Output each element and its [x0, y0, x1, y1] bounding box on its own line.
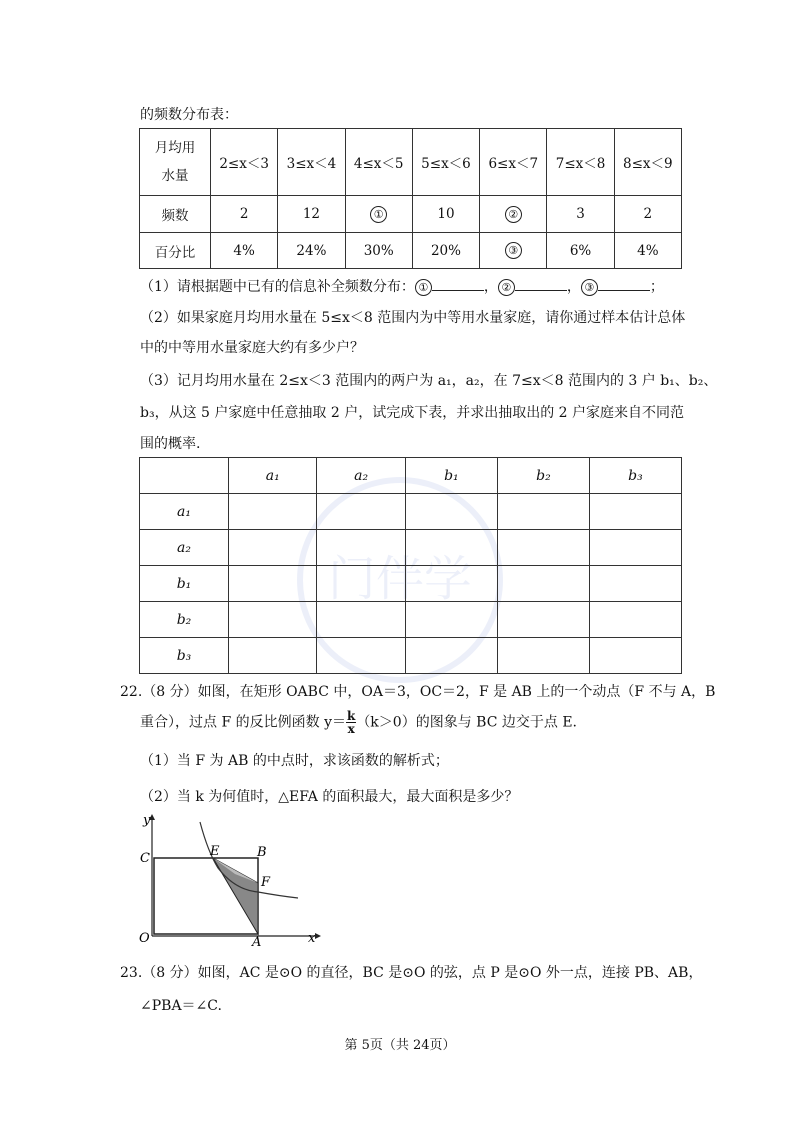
question-3-line2: b₃，从这 5 户家庭中任意抽取 2 户，试完成下表，并求出抽取出的 2 户家庭来自不同范 — [140, 405, 684, 421]
row-header: b₂ — [140, 602, 229, 638]
problem-22-q1: （1）当 F 为 AB 的中点时，求该函数的解析式； — [140, 753, 449, 769]
problem-23-line2: ∠PBA＝∠C. — [140, 998, 222, 1014]
page-footer: 第 5页（共 24页） — [344, 1038, 456, 1053]
row-header: a₁ — [140, 494, 229, 530]
freq-cell: ① — [345, 196, 412, 233]
rectangle-figure — [130, 812, 330, 947]
label-x: x — [308, 931, 316, 946]
col-header: b₁ — [405, 458, 497, 494]
label-e: E — [210, 844, 220, 859]
corner-cell — [140, 458, 229, 494]
problem-23-line1: 23.（8 分）如图，AC 是⊙O 的直径，BC 是⊙O 的弦，点 P 是⊙O 外一点，连接 PB、AB， — [120, 965, 703, 981]
problem-22-q2: （2）当 k 为何值时，△EFA 的面积最大，最大面积是多少？ — [140, 789, 519, 805]
pct-label: 百分比 — [140, 233, 211, 269]
label-c: C — [140, 851, 150, 866]
col-header: b₃ — [589, 458, 681, 494]
freq-cell: 12 — [278, 196, 345, 233]
freq-label: 频数 — [140, 196, 211, 233]
freq-cell: 2 — [211, 196, 278, 233]
freq-cell: 10 — [412, 196, 479, 233]
header-cell: 8≤x＜9 — [614, 129, 681, 196]
pairing-table — [139, 457, 682, 674]
pct-cell: 6% — [547, 233, 614, 269]
freq-cell: 2 — [614, 196, 681, 233]
pct-cell: 4% — [211, 233, 278, 269]
intro-text: 的频数分布表： — [140, 107, 238, 123]
pct-cell: 30% — [345, 233, 412, 269]
header-cell: 4≤x＜5 — [345, 129, 412, 196]
x-arrow — [315, 933, 321, 939]
header-cell: 6≤x＜7 — [480, 129, 547, 196]
label-f: F — [261, 875, 271, 890]
question-2-line2: 中的中等用水量家庭大约有多少户？ — [140, 340, 364, 356]
problem-22-line1: 22.（8 分）如图，在矩形 OABC 中，OA＝3，OC＝2，F 是 AB 上的一个动点（F 不与 A，B — [120, 684, 716, 700]
pct-cell: ③ — [480, 233, 547, 269]
pct-cell: 4% — [614, 233, 681, 269]
question-3-line3: 围的概率. — [140, 436, 201, 452]
header-cell: 3≤x＜4 — [278, 129, 345, 196]
pct-cell: 20% — [412, 233, 479, 269]
label-a: A — [252, 935, 262, 947]
header-cell: 2≤x＜3 — [211, 129, 278, 196]
row-header: b₁ — [140, 566, 229, 602]
problem-22-line2: 重合），过点 F 的反比例函数 y＝ $\frac{k}{x}$ （k＞0）的图象与 BC 边交于点 E. — [140, 709, 577, 736]
svg-text:门伴学: 门伴学 — [327, 551, 473, 607]
label-y: y — [143, 813, 151, 828]
col-header: a₂ — [317, 458, 405, 494]
col-header: b₂ — [497, 458, 589, 494]
header-cell: 7≤x＜8 — [547, 129, 614, 196]
frequency-table — [139, 128, 682, 269]
freq-cell: ② — [480, 196, 547, 233]
row-header: a₂ — [140, 530, 229, 566]
label-o: O — [139, 931, 150, 946]
question-3-line1: （3）记月均用水量在 2≤x＜3 范围内的两户为 a₁，a₂，在 7≤x＜8 范围内的 3 户 b₁、b₂、 — [140, 373, 718, 389]
question-2-line1: （2）如果家庭月均用水量在 5≤x＜8 范围内为中等用水量家庭，请你通过样本估计总体 — [140, 310, 686, 326]
question-1: （1）请根据题中已有的信息补全频数分布： ① ， ② ， ③ ； — [140, 279, 664, 295]
col-header: a₁ — [229, 458, 317, 494]
row-header: b₃ — [140, 638, 229, 674]
header-label: 月均用 水量 — [140, 129, 211, 196]
header-cell: 5≤x＜6 — [412, 129, 479, 196]
freq-cell: 3 — [547, 196, 614, 233]
pct-cell: 24% — [278, 233, 345, 269]
label-b: B — [257, 845, 267, 860]
